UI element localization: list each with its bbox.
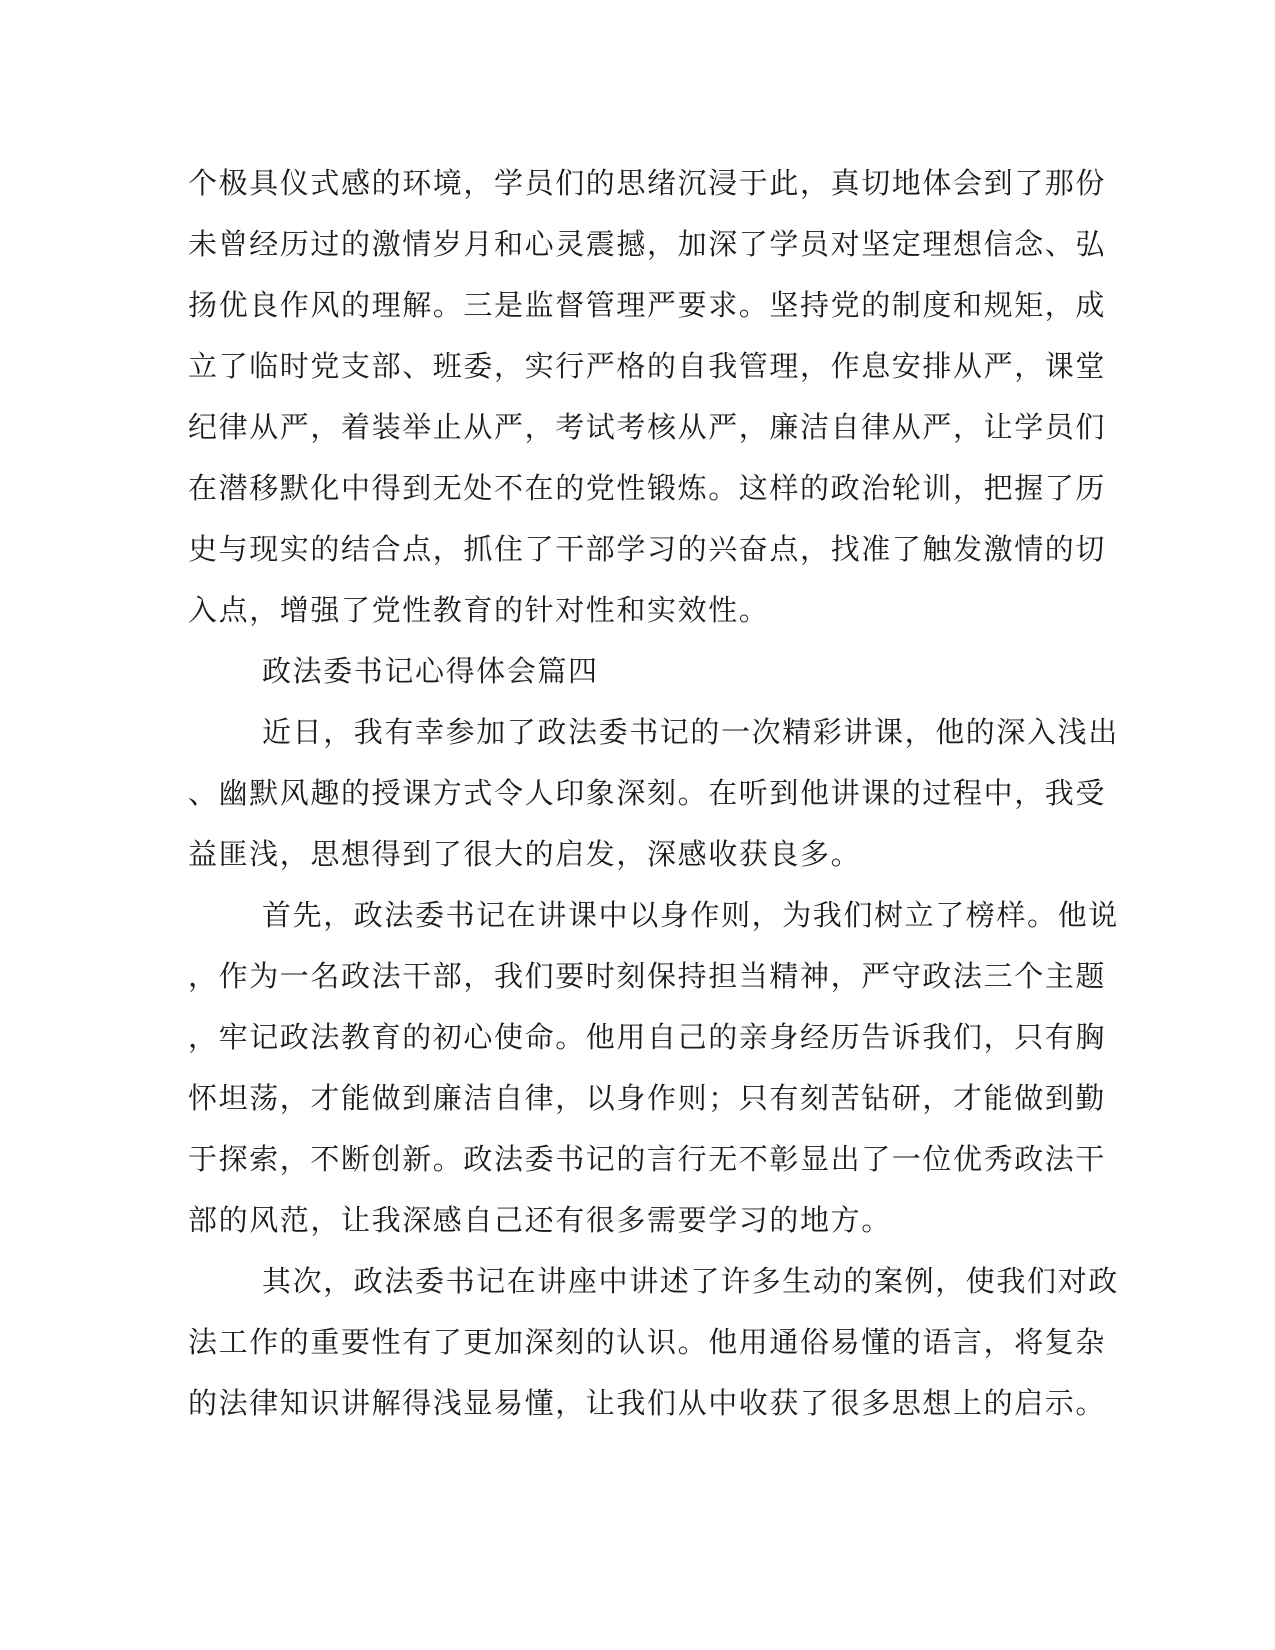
section-heading: 政法委书记心得体会篇四 — [262, 654, 599, 688]
text-line: 法工作的重要性有了更加深刻的认识。他用通俗易懂的语言，将复杂 — [188, 1325, 1107, 1359]
text-line: 纪律从严，着装举止从严，考试考核从严，廉洁自律从严，让学员们 — [188, 410, 1107, 444]
text-line: 怀坦荡，才能做到廉洁自律，以身作则；只有刻苦钻研，才能做到勤 — [188, 1081, 1107, 1115]
text-line: 的法律知识讲解得浅显易懂，让我们从中收获了很多思想上的启示。 — [188, 1386, 1107, 1420]
text-line: 立了临时党支部、班委，实行严格的自我管理，作息安排从严，课堂 — [188, 349, 1107, 383]
text-line: 首先，政法委书记在讲课中以身作则，为我们树立了榜样。他说 — [262, 898, 1119, 932]
text-line: 于探索，不断创新。政法委书记的言行无不彰显出了一位优秀政法干 — [188, 1142, 1107, 1176]
text-line: 史与现实的结合点，抓住了干部学习的兴奋点，找准了触发激情的切 — [188, 532, 1107, 566]
text-line: 、幽默风趣的授课方式令人印象深刻。在听到他讲课的过程中，我受 — [188, 776, 1107, 810]
text-line: 入点，增强了党性教育的针对性和实效性。 — [188, 593, 770, 627]
text-line: 扬优良作风的理解。三是监督管理严要求。坚持党的制度和规矩，成 — [188, 288, 1107, 322]
text-line: 近日，我有幸参加了政法委书记的一次精彩讲课，他的深入浅出 — [262, 715, 1119, 749]
text-line: 其次，政法委书记在讲座中讲述了许多生动的案例，使我们对政 — [262, 1264, 1119, 1298]
text-line: 益匪浅，思想得到了很大的启发，深感收获良多。 — [188, 837, 862, 871]
text-line: ，作为一名政法干部，我们要时刻保持担当精神，严守政法三个主题 — [188, 959, 1107, 993]
text-line: 在潜移默化中得到无处不在的党性锻炼。这样的政治轮训，把握了历 — [188, 471, 1107, 505]
text-line: 未曾经历过的激情岁月和心灵震撼，加深了学员对坚定理想信念、弘 — [188, 227, 1107, 261]
text-line: 部的风范，让我深感自己还有很多需要学习的地方。 — [188, 1203, 892, 1237]
text-line: 个极具仪式感的环境，学员们的思绪沉浸于此，真切地体会到了那份 — [188, 166, 1107, 200]
text-line: ，牢记政法教育的初心使命。他用自己的亲身经历告诉我们，只有胸 — [188, 1020, 1107, 1054]
